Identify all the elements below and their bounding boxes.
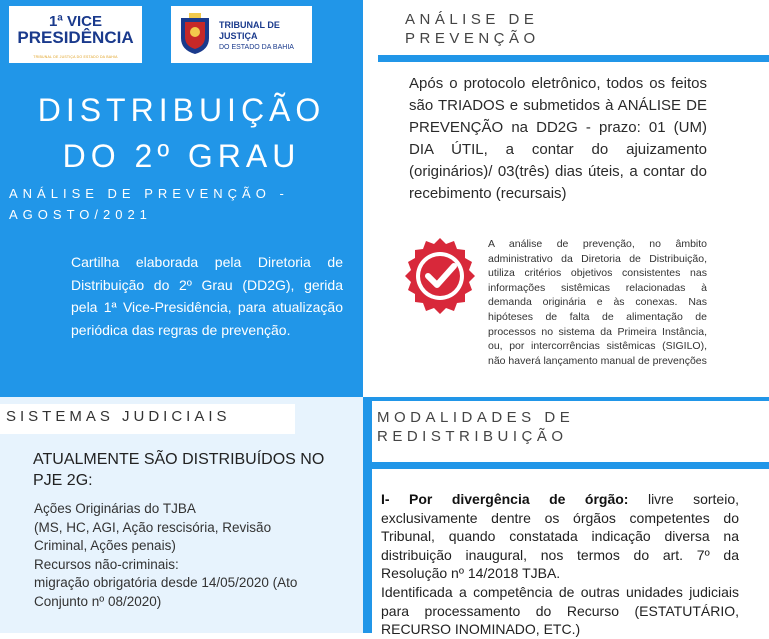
redistribution-divider <box>372 462 769 469</box>
cover-subtitle-line1: ANÁLISE DE PREVENÇÃO - <box>9 186 289 201</box>
cover-subtitle-line2: AGOSTO/2021 <box>9 207 152 222</box>
systems-item2-detail: migração obrigatória desde 14/05/2020 (Ato Conjunto nº 08/2020) <box>34 575 298 609</box>
cover-description: Cartilha elaborada pela Diretoria de Distribuição do 2º Grau (DD2G), gerida pela 1ª Vice-Presidência, para atualização periódica das regras de prevenção. <box>71 254 343 338</box>
logo-tj-line2: DO ESTADO DA BAHIA <box>219 44 294 51</box>
systems-item2-title: Recursos não-criminais: <box>34 556 179 572</box>
redistribution-item1-label: I- Por divergência de órgão: <box>381 491 629 507</box>
logo-vp-tagline: TRIBUNAL DE JUSTIÇA DO ESTADO DA BAHIA <box>33 55 118 59</box>
redistribution-body <box>381 490 739 639</box>
prevention-divider <box>378 55 769 62</box>
redistribution-item1-text: livre sorteio, exclusivamente dentre os órgãos competentes do Tribunal, quando constatada indicação diversa na distribuição inaugural, nos termos do art. 7º da Resolução nº 14/2018 TJBA. <box>381 491 740 582</box>
prevention-note: A análise de prevenção, no âmbito administrativo da Diretoria de Distribuição, utiliza critérios objetivos consistentes nas informações sistêmicas relacionadas à demanda originária e às conexas. Nas hipóteses de falta de alimentação de processos no sistema da Primeira Instância, ou, por intercorrências sistêmicas (SIGILO), não haverá lançamento manual de prevenções <box>488 238 707 367</box>
logo-vp-line2: PRESIDÊNCIA <box>17 28 134 47</box>
redistribution-item1 <box>381 490 739 583</box>
redistribution-title: MODALIDADES DE REDISTRIBUIÇÃO <box>377 409 575 445</box>
court-seal-icon <box>177 12 213 56</box>
prevention-title: ANÁLISE DE PREVENÇÃO <box>405 11 540 47</box>
vice-presidency-logo <box>9 6 142 63</box>
tjba-logo <box>171 6 312 63</box>
systems-heading: ATUALMENTE SÃO DISTRIBUÍDOS NO PJE 2G: <box>33 451 325 489</box>
redistribution-item2: Identificada a competência de outras unidades judiciais para processamento do Recurso (ESTATUTÁRIO, RECURSO INOMINADO, ETC.) <box>381 583 739 638</box>
logo-vp-line1: 1ª VICE <box>48 13 103 30</box>
systems-list <box>34 500 309 611</box>
logo-tj-line1: TRIBUNAL DE JUSTIÇA <box>219 20 280 41</box>
systems-item1-detail: (MS, HC, AGI, Ação rescisória, Revisão Criminal, Ações penais) <box>34 519 272 553</box>
systems-item1-title: Ações Originárias do TJBA <box>34 501 196 516</box>
checkmark-seal-icon <box>401 236 479 314</box>
prevention-body: Após o protocolo eletrônico, todos os feitos são TRIADOS e submetidos à ANÁLISE DE PREVENÇÃO na DD2G - prazo: 01 (UM) DIA ÚTIL, a contar do ajuizamento (originários)/ 03(três) dias úteis, a contar do recebimento (recursais) <box>409 75 707 202</box>
cover-title-line2: DO 2º GRAU <box>62 138 301 174</box>
cover-title-line1: DISTRIBUIÇÃO <box>37 92 326 128</box>
systems-title: SISTEMAS JUDICIAIS <box>6 408 231 425</box>
